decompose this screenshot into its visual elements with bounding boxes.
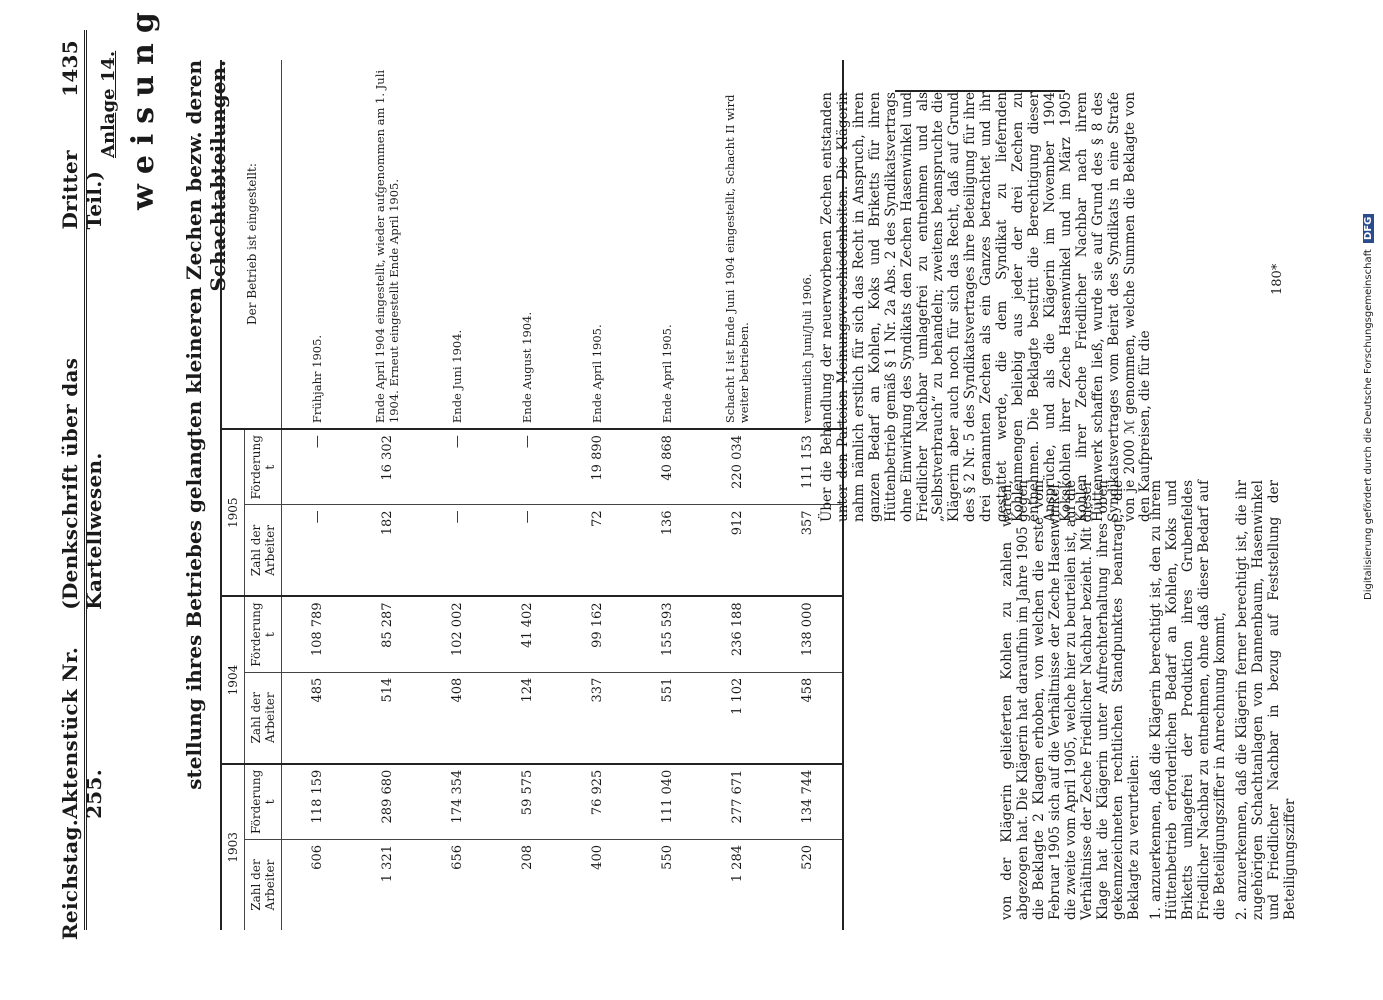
workers-1904: 485 (282, 672, 353, 764)
table-row (492, 60, 562, 930)
output-1905: 111 153 (772, 429, 843, 505)
header-rule (84, 30, 87, 930)
claim-text: anzuerkennen, daß die Klägerin berechtigt ist, den zu ihrem Hüttenbetrieb erforderlichen Bedarf an Kohlen, Koks und Briketts umlagefrei der Produktion ihres Grubenfeldes Friedlicher Nachbar zu entnehmen, ohne daß dieser Bedarf auf die Beteiligungsziffer in Anrechnung kommt, (1148, 480, 1228, 920)
workers-1905: 136 (632, 505, 702, 597)
output-1903: 174 354 (422, 764, 492, 840)
col-workers-label: Zahl der Arbeiter (249, 859, 277, 911)
digitization-credit (1363, 214, 1374, 600)
output-1904: 41 402 (492, 596, 562, 672)
col-output-1903 (245, 764, 282, 840)
workers-1905: 182 (352, 505, 422, 597)
year-1905: 1905 (221, 429, 245, 596)
table-row (562, 60, 632, 930)
page-header (58, 40, 106, 940)
workers-1905: — (422, 505, 492, 597)
workers-1904: 1 102 (702, 672, 772, 764)
workers-1903: 550 (659, 845, 675, 870)
claim-number: 1. (1148, 907, 1165, 920)
output-1903: 59 575 (492, 764, 562, 840)
workers-1905: 357 (772, 505, 843, 597)
appendix-label: Anlage 14. (98, 50, 119, 158)
unit-label: t (263, 799, 277, 805)
table-row (282, 60, 353, 930)
workers-1904: 458 (772, 672, 843, 764)
claim-item-1 (1149, 480, 1229, 920)
text-column-right (1000, 480, 1305, 920)
credit-text: Digitalisierung gefördert durch die Deutsche Forschungsgemeinschaft (1363, 249, 1374, 600)
section-title: weisung (126, 2, 161, 210)
table-row (632, 60, 702, 930)
col-output-label: Förderung (249, 435, 263, 500)
output-1905: 220 034 (702, 429, 772, 505)
workers-1904: 337 (562, 672, 632, 764)
workers-1905: — (492, 505, 562, 597)
year-1903: 1903 (221, 764, 245, 930)
dfg-logo: DFG (1363, 214, 1374, 243)
unit-label: t (263, 464, 277, 470)
right-intro-paragraph: von der Klägerin gelieferten Kohlen zu zahlen waren, abgezogen hat. Die Klägerin hat daraufhin im Jahre 1905 gegen die Beklagte 2 Klagen erhoben, von welchen die erste vom Februar 1905 sich auf die Verhältnisse der Zeche Hasenwinkel, die zweite vom April 1905, welche hier zu beurteilen ist, auf die Verhältnisse der Zeche Friedlicher Nachbar bezieht. Mit dieser Klage hat die Klägerin unter Aufrechterhaltung ihres oben gekennzeichneten rechtlichen Standpunktes beantragt, die Beklagte zu verurteilen: (999, 480, 1143, 920)
workers-1904: 514 (352, 672, 422, 764)
output-1905: — (282, 429, 353, 505)
output-1904: 155 593 (632, 596, 702, 672)
col-workers-1905 (245, 505, 282, 597)
table-body (282, 60, 844, 930)
remark-cell: Ende August 1904. (492, 60, 562, 429)
unit-label: t (263, 632, 277, 637)
col-output-label: Förderung (249, 602, 263, 667)
col-workers-label: Zahl der Arbeiter (249, 524, 277, 577)
output-1903: 289 680 (352, 764, 422, 840)
workers-1903: 1 321 (379, 845, 395, 883)
header-reichstag: Reichstag. (58, 818, 82, 940)
col-workers-label: Zahl der Arbeiter (249, 692, 277, 744)
workers-1905: 912 (702, 505, 772, 597)
output-1904: 85 287 (352, 596, 422, 672)
output-1905: 16 302 (352, 429, 422, 505)
table-subtitle: stellung ihres Betriebes gelangten kleineren Zechen bezw. deren Schachtabteilungen. (182, 60, 230, 790)
output-1905: 19 890 (562, 429, 632, 505)
claim-number: 2. (1233, 907, 1250, 920)
output-1904: 138 000 (772, 596, 843, 672)
workers-1905: — (282, 505, 353, 597)
mine-statistics-table (220, 60, 844, 930)
workers-1903: 606 (309, 845, 325, 870)
remark-cell: vermutlich Juni/Juli 1906. (772, 60, 843, 429)
col-workers-1903 (245, 840, 282, 931)
workers-1905: 72 (562, 505, 632, 597)
workers-1903: 400 (589, 845, 605, 870)
workers-1904: 124 (492, 672, 562, 764)
workers-1903: 208 (519, 845, 535, 870)
output-1904: 236 188 (702, 596, 772, 672)
table-row (422, 60, 492, 930)
claim-item-2 (1235, 480, 1299, 920)
workers-1903: 1 284 (729, 845, 745, 883)
remark-cell: Frühjahr 1905. (282, 60, 353, 429)
text-column-left (820, 92, 1160, 522)
output-1903: 118 159 (282, 764, 353, 840)
left-paragraph: Über die Behandlung der neuerworbenen Zechen entstanden unter den Parteien Meinungsverschiedenheiten. Die Klägerin nahm nämlich erstlich für sich das Recht in Anspruch, ihren ganzen Bedarf an Kohlen, Koks und Briketts für ihren Hüttenbetrieb gemäß § 1 Nr. 2a Abs. 2 des Syndikatsvertrags ohne Einwirkung des Syndikats den Zechen Hasenwinkel und Friedlicher Nachbar umlagefrei zu entnehmen und als „Selbstverbrauch“ zu behandeln; zweitens beanspruchte die Klägerin aber auch noch für sich das Recht, daß auf Grund des § 2 Nr. 5 des Syndikatsvertrages ihre Beteiligung für ihre drei genannten Zechen als ein Ganzes betrachtet und ihr gestattet werde, die dem Syndikat zu liefernden Kohlenmengen beliebig aus jeder der drei Zechen zu entnehmen. Die Beklagte bestritt die Berechtigung dieser Ansprüche, und als die Klägerin im November 1904 Kokskohlen ihrer Zeche Hasenwinkel und im März 1905 Kohlen ihrer Zeche Friedlicher Nachbar nach ihrem Hüttenwerk schaffen ließ, wurde sie auf Grund des § 8 des Syndikatsvertrages vom Beirat des Syndikats in eine Strafe von je 2000 ℳ genommen, welche Summen die Beklagte von den Kaufpreisen, die für die (819, 92, 1154, 522)
output-1904: 99 162 (562, 596, 632, 672)
header-document-number: Aktenstück Nr. 255. (58, 646, 106, 819)
remark-cell: Ende April 1905. (562, 60, 632, 429)
output-1903: 111 040 (632, 764, 702, 840)
output-1903: 277 671 (702, 764, 772, 840)
output-1904: 108 789 (282, 596, 353, 672)
output-1903: 76 925 (562, 764, 632, 840)
year-1904: 1904 (221, 596, 245, 763)
page-footnote: 180* (1270, 263, 1285, 295)
year-header-row (221, 60, 245, 930)
workers-1904: 408 (422, 672, 492, 764)
claim-text: anzuerkennen, daß die Klägerin ferner berechtigt ist, die ihr zugehörigen Schachtanlagen von Dannenbaum, Hasenwinkel und Friedlicher Nachbar in bezug auf Feststellung der Beteiligungsziffer (1233, 480, 1298, 920)
workers-1903: 656 (449, 845, 465, 870)
remark-cell: Schacht I ist Ende Juni 1904 eingestellt, Schacht II wird weiter betrieben. (702, 60, 772, 429)
header-page-number: 1435 (58, 40, 82, 97)
col-output-1905 (245, 429, 282, 505)
workers-1904: 551 (632, 672, 702, 764)
output-1904: 102 002 (422, 596, 492, 672)
output-1903: 134 744 (772, 764, 843, 840)
remark-cell: Ende Juni 1904. (422, 60, 492, 429)
col-output-1904 (245, 596, 282, 672)
table-row (352, 60, 422, 930)
col-workers-1904 (245, 672, 282, 764)
output-1905: — (492, 429, 562, 505)
output-1905: — (422, 429, 492, 505)
remark-header: Der Betrieb ist eingestellt: (221, 60, 282, 429)
remark-cell: Ende April 1905. (632, 60, 702, 429)
remark-cell: Ende April 1904 eingestellt, wieder aufgenommen am 1. Juli 1904. Erneut eingestellt Ende April 1905. (352, 60, 422, 429)
output-1905: 40 868 (632, 429, 702, 505)
header-part: Dritter Teil.) (58, 150, 106, 230)
table-row (702, 60, 772, 930)
header-topic: (Denkschrift über das Kartellwesen. (58, 357, 106, 610)
workers-1903: 520 (799, 845, 815, 870)
col-output-label: Förderung (249, 769, 263, 834)
